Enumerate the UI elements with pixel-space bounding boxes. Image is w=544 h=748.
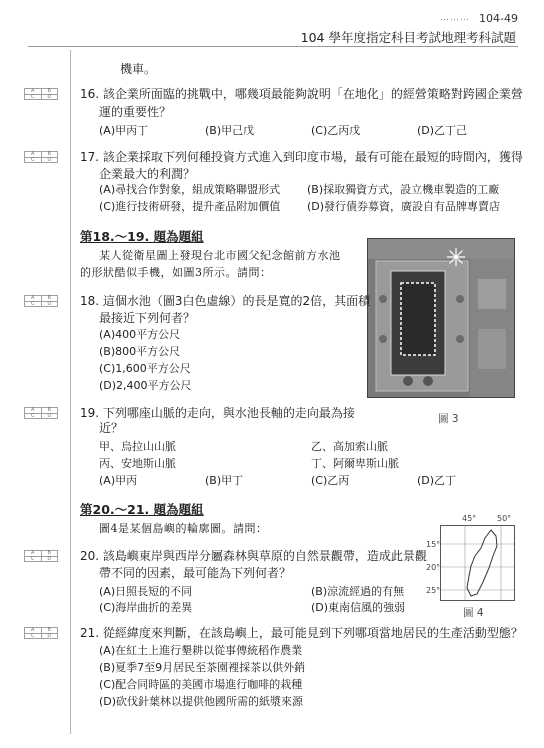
q16-stem: 16. 該企業所面臨的挑戰中，哪幾項最能夠說明「在地化」的經營策略對跨國企業營: [80, 87, 523, 101]
compass-north-icon: [446, 247, 466, 267]
satellite-photo: [367, 238, 515, 398]
map-lat-25: 25°: [426, 586, 441, 595]
q21-stem: 21. 從經緯度來判斷，在該島嶼上，最可能見到下列哪項當地居民的生產活動型態？: [80, 626, 523, 640]
q16-option-c[interactable]: (C)乙丙戊: [311, 124, 361, 137]
q17-option-a[interactable]: (A)尋找合作對象，組成策略聯盟形式: [99, 183, 281, 196]
page-number: 104-49: [479, 12, 518, 25]
q17-stem: 17. 該企業採取下列何種投資方式進入到印度市場，最有可能在最短的時間內，獲得: [80, 150, 523, 164]
q21-option-a[interactable]: (A)在紅土上進行墾耕以從事傳統稻作農業: [99, 644, 303, 657]
map-lat-20: 20°: [426, 563, 441, 572]
answer-box-q17[interactable]: A B C D: [24, 151, 58, 163]
q17-stem-cont: 企業最大的利潤？: [99, 167, 196, 181]
q19-stem: 19. 下列哪座山脈的走向，與水池長軸的走向最為接: [80, 406, 355, 420]
q19-option-c[interactable]: (C)乙丙: [311, 474, 350, 487]
q17-option-b[interactable]: (B)採取獨資方式，設立機車製造的工廠: [307, 183, 500, 196]
section-intro-2: 圖4是某個島嶼的輪廓圖。請問：: [99, 522, 268, 535]
q19-item-ding: 丁、阿爾卑斯山脈: [311, 457, 399, 470]
figure-3-caption: 圖 3: [438, 413, 459, 425]
q20-option-a[interactable]: (A)日照長短的不同: [99, 585, 193, 598]
q20-stem: 20. 該島嶼東岸與西岸分屬森林與草原的自然景觀帶，造成此景觀: [80, 549, 427, 563]
q21-option-c[interactable]: (C)配合同時區的美國市場進行咖啡的栽種: [99, 678, 303, 691]
q18-stem-cont: 最接近下列何者？: [99, 311, 196, 325]
figure-4-caption: 圖 4: [463, 607, 484, 619]
q20-option-c[interactable]: (C)海岸曲折的差異: [99, 601, 193, 614]
q17-option-d[interactable]: (D)發行債券募資，廣設自有品牌專賣店: [307, 200, 501, 213]
answer-box-q21[interactable]: A B C D: [24, 627, 58, 639]
q18-option-c[interactable]: (C)1,600平方公尺: [99, 362, 191, 375]
satellite-image: [368, 239, 514, 397]
answer-box-q20[interactable]: A B C D: [24, 550, 58, 562]
q18-option-d[interactable]: (D)2,400平方公尺: [99, 379, 192, 392]
map-lon-50: 50°: [497, 514, 512, 523]
q18-option-a[interactable]: (A)400平方公尺: [99, 328, 181, 341]
q16-option-a[interactable]: (A)甲丙丁: [99, 124, 149, 137]
q20-option-b[interactable]: (B)涼流經過的有無: [311, 585, 405, 598]
q16-stem-cont: 運的重要性？: [99, 105, 172, 119]
header-divider: [28, 46, 518, 47]
q19-item-bing: 丙、安地斯山脈: [99, 457, 176, 470]
q20-option-d[interactable]: (D)東南信風的強弱: [311, 601, 406, 614]
q21-option-b[interactable]: (B)夏季7至9月居民至茶園裡採茶以供外銷: [99, 661, 306, 674]
answer-box-q19[interactable]: A B C D: [24, 407, 58, 419]
island-outline: [441, 526, 514, 600]
q21-option-d[interactable]: (D)砍伐針葉林以提供他國所需的紙漿來源: [99, 695, 304, 708]
answer-box-q16[interactable]: A B C D: [24, 88, 58, 100]
q20-stem-cont: 帶不同的因素，最可能為下列何者？: [99, 566, 292, 580]
section-title-18-19: 第18.～19. 題為題組: [80, 229, 204, 244]
section-intro-line1: 某人從衛星圖上發現台北市國父紀念館前方水池: [99, 249, 341, 262]
q17-option-c[interactable]: (C)進行技術研發，提升產品附加價值: [99, 200, 281, 213]
q16-option-b[interactable]: (B)甲己戊: [205, 124, 255, 137]
section-intro-line2: 的形狀酷似手機，如圖3所示。請問：: [80, 266, 272, 279]
answer-box-q18[interactable]: A B C D: [24, 295, 58, 307]
q19-option-a[interactable]: (A)甲丙: [99, 474, 138, 487]
q19-item-yi: 乙、高加索山脈: [311, 440, 388, 453]
section-title-20-21: 第20.～21. 題為題組: [80, 502, 204, 517]
q18-stem: 18. 這個水池（圖3白色虛線）的長是寬的2倍，其面積: [80, 294, 371, 308]
margin-line: [70, 50, 71, 734]
map-lon-45: 45°: [462, 514, 477, 523]
q19-option-b[interactable]: (B)甲丁: [205, 474, 244, 487]
q19-stem-cont: 近？: [99, 421, 124, 435]
q16-option-d[interactable]: (D)乙丁己: [417, 124, 468, 137]
map-lat-15: 15°: [426, 540, 441, 549]
island-outline-map: [440, 525, 515, 601]
q19-item-jia: 甲、烏拉山山脈: [99, 440, 176, 453]
q18-option-b[interactable]: (B)800平方公尺: [99, 345, 181, 358]
page-header-title: 104 學年度指定科目考試地理考科試題: [300, 30, 516, 45]
continued-text: 機車。: [120, 62, 157, 76]
q19-option-d[interactable]: (D)乙丁: [417, 474, 457, 487]
header-dots: ………: [440, 13, 470, 23]
